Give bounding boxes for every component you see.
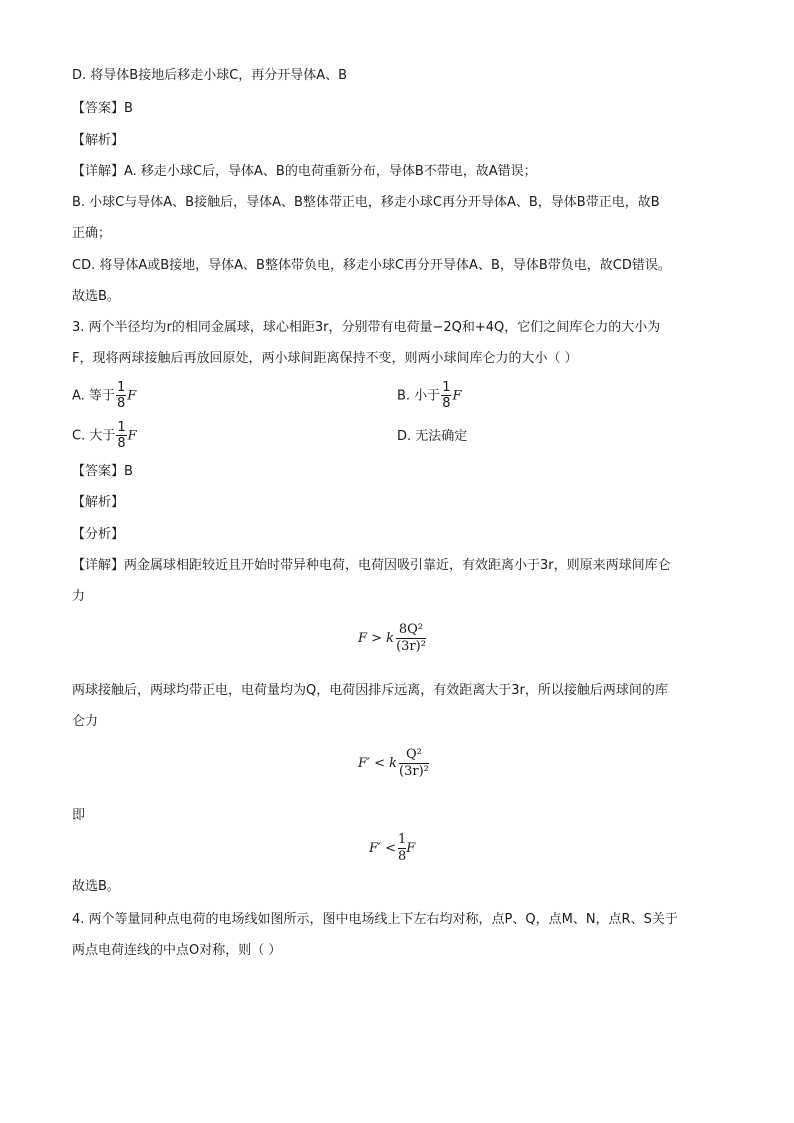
answer-label: 【答案】B <box>72 101 133 116</box>
conclusion-text: 故选B。 <box>72 289 120 304</box>
conclusion-text: 故选B。 <box>72 879 120 894</box>
question-4-text: 两点电荷连线的中点O对称，则（ ） <box>72 943 282 958</box>
option-c: C. 大于 $\frac{1}{8}$ F <box>72 420 137 451</box>
detail-paragraph: CD. 将导体A或B接地，导体A、B整体带负电，移走小球C再分开导体A、B，导体B带负电，故CD错误。 <box>72 258 671 273</box>
option-d: D. 无法确定 <box>397 429 468 444</box>
detail-paragraph: 即 <box>72 808 86 823</box>
detail-paragraph: 【详解】A. 移走小球C后，导体A、B的电荷重新分布，导体B不带电，故A错误； <box>72 164 537 179</box>
option-b-label: B. 小于 <box>397 388 441 404</box>
equation-1: F > k $\frac{\text{8Q²}}{\text{(3r)²}}$ <box>358 622 426 654</box>
analysis-label: 【解析】 <box>72 133 125 148</box>
equation-2: F′ < k $\frac{\text{Q²}}{\text{(3r)²}}$ <box>358 747 429 779</box>
option-a: A. 等于 $\frac{1}{8}$ F <box>72 380 137 411</box>
question-3-text: F，现将两球接触后再放回原处，两小球间距离保持不变，则两小球间库仑力的大小（ ） <box>72 351 578 366</box>
analysis-label: 【分析】 <box>72 527 125 542</box>
question-3-text: 3. 两个半径均为r的相同金属球，球心相距3r，分别带有电荷量−2Q和+4Q，它们之间库仑力的大小为 <box>72 320 661 335</box>
analysis-label: 【解析】 <box>72 495 125 510</box>
option-d-text: D. 将导体B接地后移走小球C，再分开导体A、B <box>72 68 348 83</box>
fraction-one-eighth: $\frac{1}{8}$ <box>116 380 126 411</box>
option-b: B. 小于 $\frac{1}{8}$ F <box>397 380 462 411</box>
fraction-one-eighth: $\frac{1}{8}$ <box>442 380 451 411</box>
detail-paragraph: 正确； <box>72 226 112 241</box>
detail-paragraph: 【详解】两金属球相距较近且开始时带异种电荷，电荷因吸引靠近，有效距离小于3r，则原来两球间库仑 <box>72 558 671 573</box>
option-a-label: A. 等于 <box>72 388 115 404</box>
detail-paragraph: 力 <box>72 589 86 604</box>
fraction-one-eighth: $\frac{1}{8}$ <box>117 420 126 451</box>
question-4-text: 4. 两个等量同种点电荷的电场线如图所示，图中电场线上下左右均对称，点P、Q，点M、N，点R、S关于 <box>72 912 678 927</box>
detail-paragraph: B. 小球C与导体A、B接触后，导体A、B整体带正电，移走小球C再分开导体A、B，导体B带正电，故B <box>72 195 660 210</box>
answer-label: 【答案】B <box>72 464 133 479</box>
detail-paragraph: 仑力 <box>72 714 99 729</box>
equation-3: F′ < $\frac{1}{8}$ F <box>369 832 416 864</box>
option-c-label: C. 大于 <box>72 428 116 444</box>
detail-paragraph: 两球接触后，两球均带正电，电荷量均为Q，电荷因排斥远离，有效距离大于3r，所以接触后两球间的库 <box>72 683 668 698</box>
